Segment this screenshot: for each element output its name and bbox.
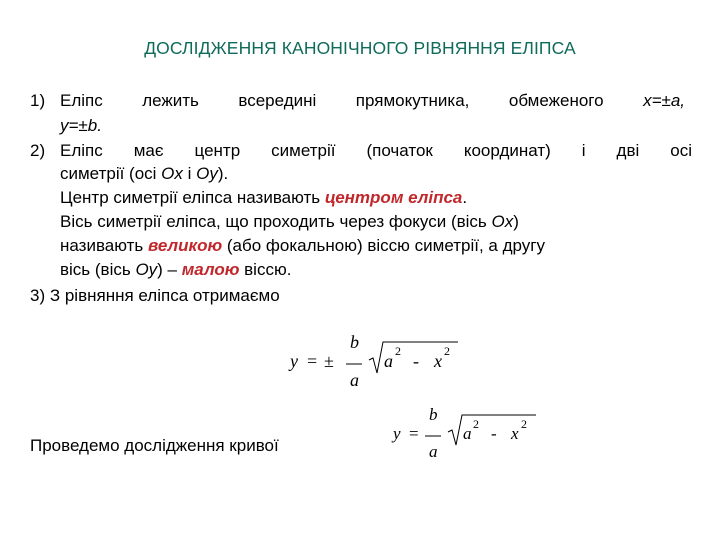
formula-1-x: x	[434, 351, 442, 371]
item-3-number: 3)	[30, 286, 46, 305]
item-1-word: обмеженого	[508, 91, 604, 110]
item-2-word: осі	[670, 141, 692, 160]
item-1-word: лежить	[142, 91, 199, 110]
item-2-word: координат)	[463, 141, 551, 160]
formula-ellipse-y-plus-minus	[290, 325, 470, 395]
formula-2-sqrt-sign	[448, 415, 536, 445]
x-bound: x=±a,	[643, 91, 685, 110]
formula-1-sqrt-sign	[369, 342, 458, 373]
closing-text: Проведемо дослідження кривої	[30, 436, 279, 455]
formula-1-a: a	[384, 351, 393, 371]
symmetry-axes-line: симетрії (осі Ox і Oy).	[60, 164, 229, 183]
major-axis-line-1: Вісь симетрії еліпса, що проходить через фокуси (вісь Ox)	[60, 212, 519, 231]
item-2-number: 2)	[30, 141, 46, 160]
formula-2-equals: =	[409, 424, 419, 443]
formula-2-x-exp: 2	[521, 417, 527, 431]
formula-1-a-exp: 2	[395, 344, 401, 358]
axis-ox: Ox	[491, 212, 514, 231]
item-1-word: прямокутника,	[355, 91, 470, 110]
axis-oy: Oy	[196, 164, 218, 183]
formula-1-numerator: b	[350, 332, 359, 352]
item-3-text: З рівняння еліпса отримаємо	[49, 286, 280, 305]
formula-2-radical	[393, 400, 553, 465]
item-1-word: всередині	[238, 91, 317, 110]
term-minor: малою	[181, 260, 240, 279]
item-2-text	[60, 142, 692, 159]
formula-1-denominator: a	[350, 370, 359, 390]
item-1-word: Еліпс	[60, 91, 103, 110]
formula-2-denominator: a	[429, 442, 438, 461]
formula-2-a: a	[463, 424, 472, 443]
formula-1-equals: =	[307, 351, 318, 371]
item-2-word: має	[133, 141, 164, 160]
item-2-word: центр	[194, 141, 241, 160]
item-3	[30, 287, 280, 304]
item-2-word: (початок	[366, 141, 433, 160]
major-axis-line-2: називають великою (або фокальною) віссю симетрії, а другу	[60, 236, 545, 255]
formula-2-minus: -	[491, 424, 497, 443]
item-2-word: симетрії	[271, 141, 336, 160]
minor-axis-line: вісь (вісь Oy) – малою віссю.	[60, 260, 292, 279]
item-2-word: і	[581, 141, 586, 160]
item-2-word: Еліпс	[60, 141, 103, 160]
axis-oy: Oy	[135, 260, 158, 279]
item-2-word: дві	[616, 141, 640, 160]
term-center: центром еліпса	[324, 188, 463, 207]
formula-2-numerator: b	[429, 405, 438, 424]
formula-ellipse-y-upper	[393, 400, 553, 465]
formula-1-lhs: y	[290, 351, 298, 371]
center-definition: Центр симетрії еліпса називають центром еліпса.	[60, 188, 468, 207]
page-title: ДОСЛІДЖЕННЯ КАНОНІЧНОГО РІВНЯННЯ ЕЛІПСА	[144, 38, 576, 58]
formula-1-plus-minus: ±	[324, 351, 334, 371]
axis-ox: Ox	[161, 164, 183, 183]
formula-2-a-exp: 2	[473, 417, 479, 431]
formula-2-x: x	[511, 424, 519, 443]
item-1-text	[60, 92, 685, 109]
formula-1-x-exp: 2	[444, 344, 450, 358]
formula-1-radical	[290, 325, 470, 395]
term-major: великою	[147, 236, 223, 255]
y-bound: y=±b.	[60, 116, 102, 135]
item-1-number: 1)	[30, 91, 46, 110]
formula-1-minus: -	[413, 351, 419, 371]
formula-2-lhs: y	[393, 424, 401, 443]
